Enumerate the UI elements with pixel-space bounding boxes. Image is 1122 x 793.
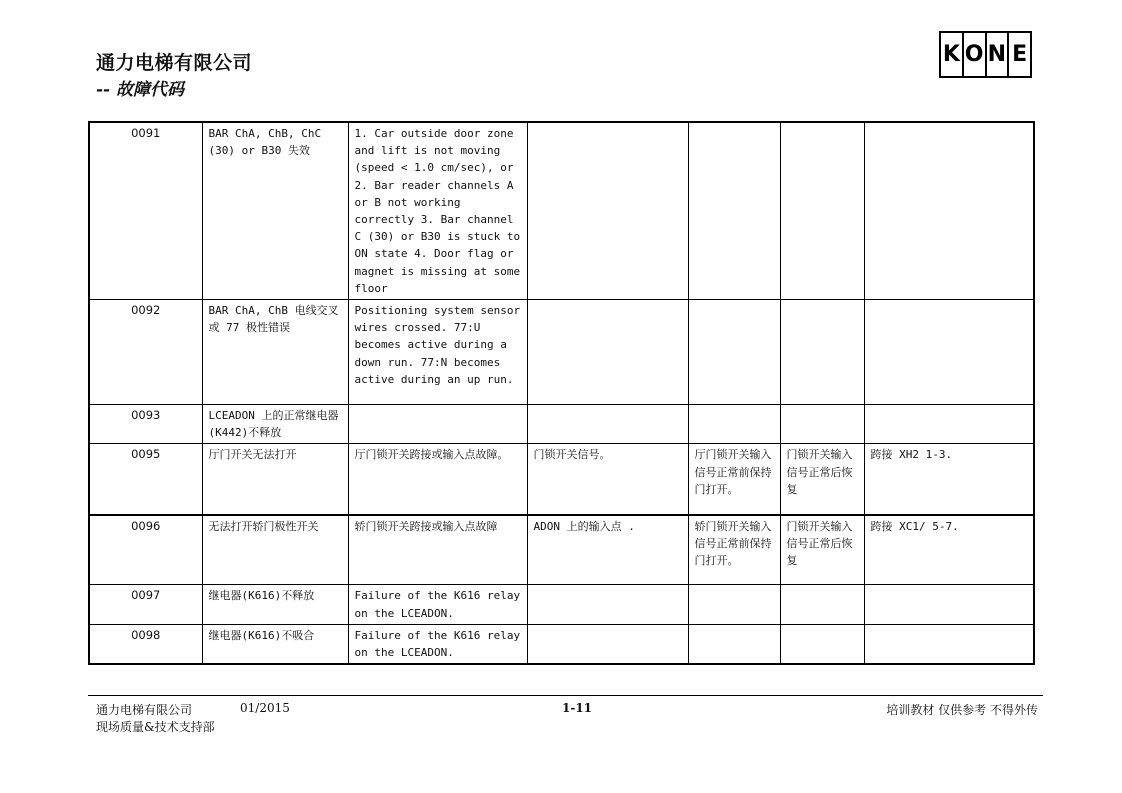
fault-action bbox=[688, 585, 780, 624]
fault-code: 0092 bbox=[89, 300, 202, 405]
fault-action: 轿门锁开关输入信号正常前保持门打开。 bbox=[688, 515, 780, 585]
page-number: 1-11 bbox=[562, 701, 593, 715]
fault-recovery: 门锁开关输入信号正常后恢复 bbox=[780, 515, 864, 585]
fault-code: 0093 bbox=[89, 405, 202, 444]
fault-detail bbox=[527, 585, 688, 624]
footer-company: 通力电梯有限公司 bbox=[96, 703, 193, 717]
footer-notice: 培训教材 仅供参考 不得外传 bbox=[886, 703, 1038, 717]
fault-recovery bbox=[780, 585, 864, 624]
fault-code: 0095 bbox=[89, 444, 202, 515]
logo-letter: E bbox=[1009, 33, 1030, 76]
table-row bbox=[89, 300, 1034, 405]
fault-code: 0096 bbox=[89, 515, 202, 585]
table-row bbox=[89, 444, 1034, 515]
fault-name: BAR ChA, ChB 电线交叉 或 77 极性错误 bbox=[202, 300, 348, 405]
fault-cause: 1. Car outside door zone and lift is not moving (speed < 1.0 cm/sec), or 2. Bar reader channels A or B not working correctly 3. Bar channel C (30) or B30 is stuck to ON state 4. Door flag or magnet is missing at some floor bbox=[348, 122, 527, 300]
fault-cause: Positioning system sensor wires crossed. 77:U becomes active during a down run. 77:N becomes active during an up run. bbox=[348, 300, 527, 405]
footer-department: 现场质量&技术支持部 bbox=[96, 720, 215, 734]
fault-name: 无法打开轿门极性开关 bbox=[202, 515, 348, 585]
fault-action bbox=[688, 405, 780, 444]
fault-action bbox=[688, 300, 780, 405]
logo-letter: N bbox=[987, 33, 1008, 76]
fault-recovery: 门锁开关输入信号正常后恢复 bbox=[780, 444, 864, 515]
logo-letter: O bbox=[964, 33, 985, 76]
fault-cause bbox=[348, 405, 527, 444]
table-row bbox=[89, 515, 1034, 585]
fault-test bbox=[864, 122, 1034, 300]
fault-cause: 厅门锁开关跨接或输入点故障。 bbox=[348, 444, 527, 515]
fault-recovery bbox=[780, 624, 864, 664]
fault-test bbox=[864, 300, 1034, 405]
fault-detail: 门锁开关信号。 bbox=[527, 444, 688, 515]
fault-code-table bbox=[88, 121, 1035, 665]
document-subtitle: -- 故障代码 bbox=[96, 80, 185, 100]
fault-test bbox=[864, 624, 1034, 664]
fault-recovery bbox=[780, 122, 864, 300]
fault-action bbox=[688, 122, 780, 300]
fault-test: 跨接 XH2 1-3. bbox=[864, 444, 1034, 515]
fault-name: 继电器(K616)不释放 bbox=[202, 585, 348, 624]
document-title: 通力电梯有限公司 bbox=[96, 52, 253, 74]
fault-detail bbox=[527, 122, 688, 300]
fault-test: 跨接 XC1/ 5-7. bbox=[864, 515, 1034, 585]
fault-name: BAR ChA, ChB, ChC (30) or B30 失效 bbox=[202, 122, 348, 300]
table-row bbox=[89, 405, 1034, 444]
fault-detail: ADON 上的输入点 . bbox=[527, 515, 688, 585]
fault-name: LCEADON 上的正常继电器(K442)不释放 bbox=[202, 405, 348, 444]
fault-cause: Failure of the K616 relay on the LCEADON. bbox=[348, 624, 527, 664]
fault-detail bbox=[527, 624, 688, 664]
fault-detail bbox=[527, 300, 688, 405]
kone-logo bbox=[939, 31, 1032, 78]
fault-cause: 轿门锁开关跨接或输入点故障 bbox=[348, 515, 527, 585]
fault-code: 0098 bbox=[89, 624, 202, 664]
fault-test bbox=[864, 405, 1034, 444]
footer-date: 01/2015 bbox=[240, 701, 290, 715]
fault-action: 厅门锁开关输入信号正常前保持门打开。 bbox=[688, 444, 780, 515]
table-row bbox=[89, 585, 1034, 624]
fault-cause: Failure of the K616 relay on the LCEADON. bbox=[348, 585, 527, 624]
fault-name: 继电器(K616)不吸合 bbox=[202, 624, 348, 664]
fault-action bbox=[688, 624, 780, 664]
fault-detail bbox=[527, 405, 688, 444]
fault-recovery bbox=[780, 300, 864, 405]
fault-code: 0097 bbox=[89, 585, 202, 624]
footer-divider bbox=[88, 695, 1043, 696]
fault-name: 厅门开关无法打开 bbox=[202, 444, 348, 515]
fault-test bbox=[864, 585, 1034, 624]
table-row bbox=[89, 624, 1034, 664]
fault-recovery bbox=[780, 405, 864, 444]
logo-letter: K bbox=[941, 33, 962, 76]
fault-code: 0091 bbox=[89, 122, 202, 300]
table-row bbox=[89, 122, 1034, 300]
